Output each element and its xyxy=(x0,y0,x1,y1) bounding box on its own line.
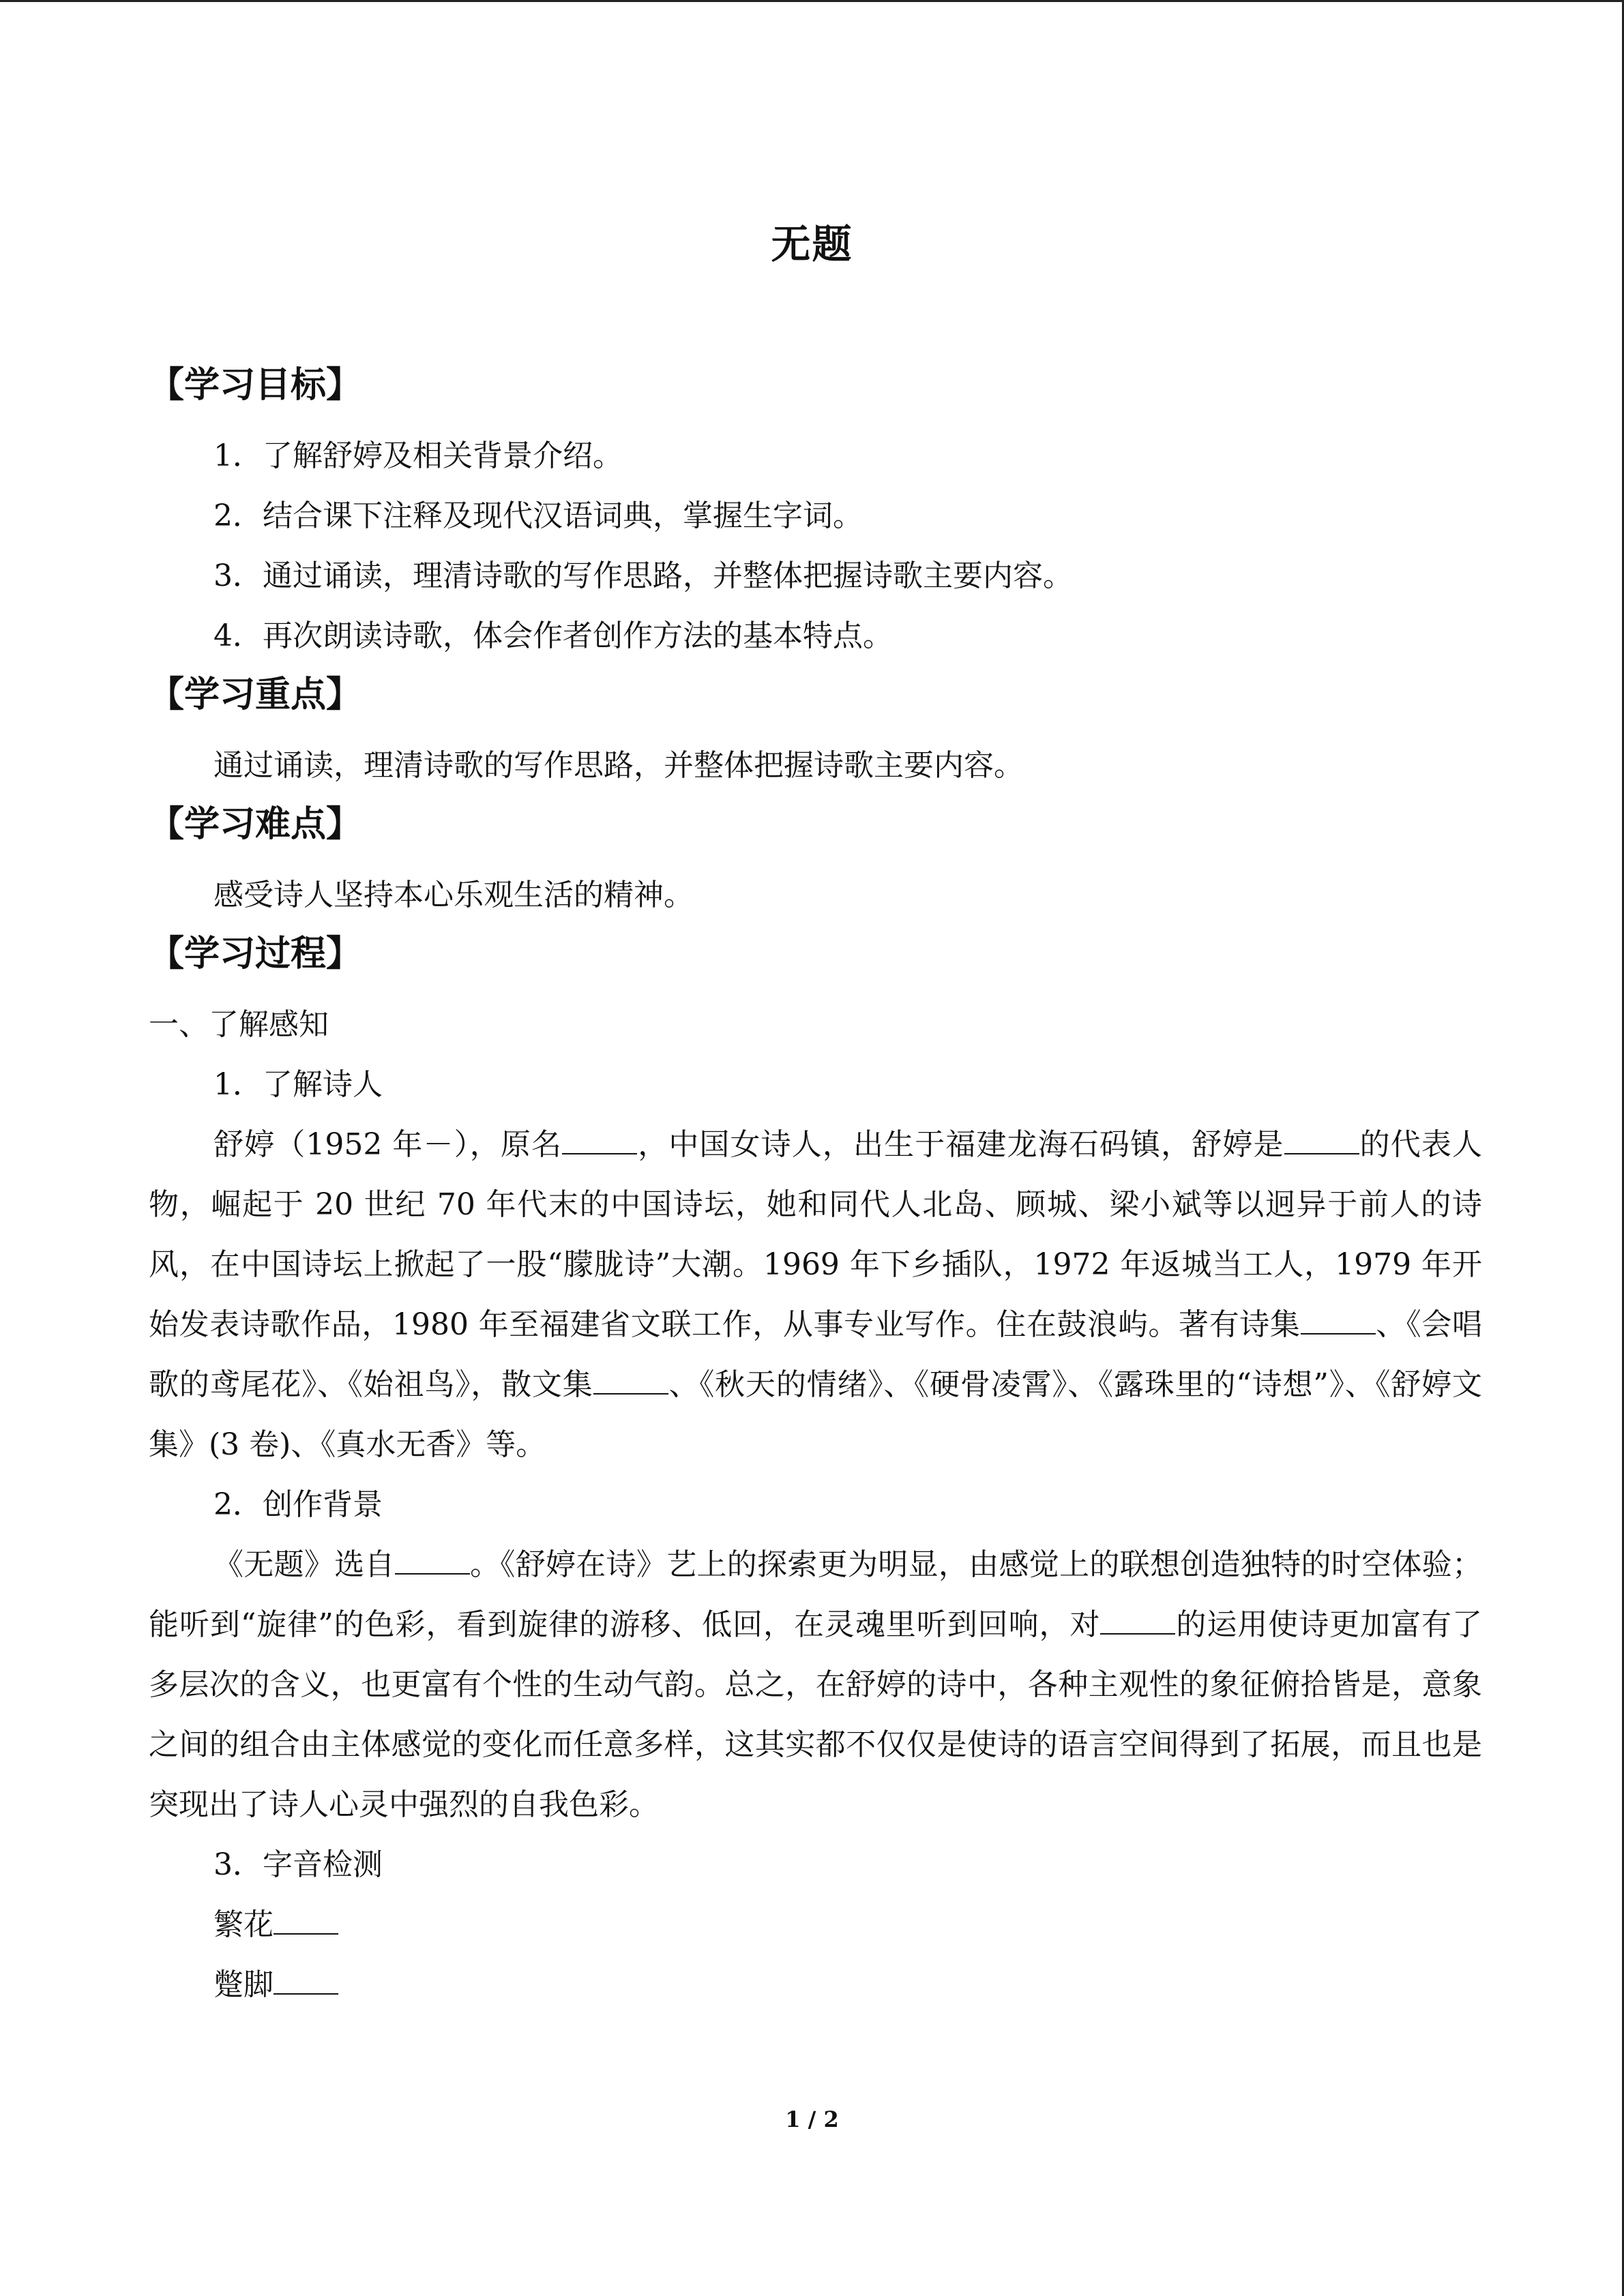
background-text-2: 。《舒婷在诗》艺上的探索更为明显，由感觉上的联想创造独特的时空体验；能听到“旋律”的色彩，看到旋律的游移、低回，在灵魂里听到回响，对 xyxy=(149,1547,1483,1642)
subsection-title-pronunciation: 3．字音检测 xyxy=(213,1847,383,1882)
subsection-title-poet: 1．了解诗人 xyxy=(213,1067,383,1102)
poet-text-4: 、《会唱歌的鸢尾花》、《始祖鸟》，散文集 xyxy=(149,1307,1483,1402)
background-text-1: 《无题》选自 xyxy=(213,1547,395,1582)
fill-blank-original-name[interactable] xyxy=(562,1127,637,1154)
part-title-understand: 一、了解感知 xyxy=(149,1007,329,1042)
fill-blank-school[interactable] xyxy=(1284,1127,1359,1154)
background-paragraph xyxy=(149,1535,1482,1835)
pronunciation-item-2 xyxy=(149,1955,1482,2015)
fill-blank-poetry-collection[interactable] xyxy=(1301,1307,1376,1335)
fill-blank-technique[interactable] xyxy=(1100,1607,1175,1635)
objective-item-4: 4．再次朗读诗歌，体会作者创作方法的基本特点。 xyxy=(213,618,893,653)
fill-blank-source[interactable] xyxy=(395,1547,470,1575)
background-text-3: 的运用使诗更加富有了多层次的含义，也更富有个性的生动气韵。总之，在舒婷的诗中，各种主观性的象征俯拾皆是，意象之间的组合由主体感觉的变化而任意多样，这其实都不仅仅是使诗的语言空间得到了拓展，而且也是突现出了诗人心灵中强烈的自我色彩。 xyxy=(149,1607,1482,1822)
objective-item-2: 2．结合课下注释及现代汉语词典，掌握生字词。 xyxy=(213,498,863,533)
poet-text-1: 舒婷（1952 年－），原名 xyxy=(213,1127,563,1162)
poet-text-3: 的代表人物，崛起于 20 世纪 70 年代末的中国诗坛，她和同代人北岛、顾城、梁小斌等以迥异于前人的诗风，在中国诗坛上掀起了一股“朦胧诗”大潮。1969 年下乡插队，1972 年返城当工人，1979 年开始发表诗歌作品，1980 年至福建省文联工作，从事专业写作。住在鼓浪屿。著有诗集 xyxy=(149,1127,1483,1342)
poet-paragraph xyxy=(149,1115,1482,1475)
fill-blank-pinyin-2[interactable] xyxy=(274,1967,338,1995)
page-title: 无题 xyxy=(771,221,853,267)
fill-blank-pinyin-1[interactable] xyxy=(274,1907,338,1935)
pronunciation-item-1 xyxy=(149,1895,1482,1955)
subsection-title-background: 2．创作背景 xyxy=(213,1487,383,1522)
objective-item-1: 1．了解舒婷及相关背景介绍。 xyxy=(213,438,623,473)
section-heading-difficulties: 【学习难点】 xyxy=(149,803,362,845)
objective-item-3: 3．通过诵读，理清诗歌的写作思路，并整体把握诗歌主要内容。 xyxy=(213,558,1073,593)
section-heading-process: 【学习过程】 xyxy=(149,933,362,974)
section-heading-key-points: 【学习重点】 xyxy=(149,674,362,715)
section-heading-objectives: 【学习目标】 xyxy=(149,364,362,406)
poet-text-5: 、《秋天的情绪》、《硬骨凌霄》、《露珠里的“诗想”》、《舒婷文集》(3 卷)、《真水无香》等。 xyxy=(149,1367,1482,1462)
pronunciation-word-2: 蹩脚 xyxy=(213,1967,274,2002)
key-points-text: 通过诵读，理清诗歌的写作思路，并整体把握诗歌主要内容。 xyxy=(213,748,1024,783)
fill-blank-prose-collection[interactable] xyxy=(593,1367,668,1395)
page-number: 1 / 2 xyxy=(785,2106,839,2132)
page-content xyxy=(149,357,1482,2015)
pronunciation-word-1: 繁花 xyxy=(213,1907,274,1942)
poet-text-2: ，中国女诗人，出生于福建龙海石码镇，舒婷是 xyxy=(637,1127,1284,1162)
difficulties-text: 感受诗人坚持本心乐观生活的精神。 xyxy=(213,878,694,912)
